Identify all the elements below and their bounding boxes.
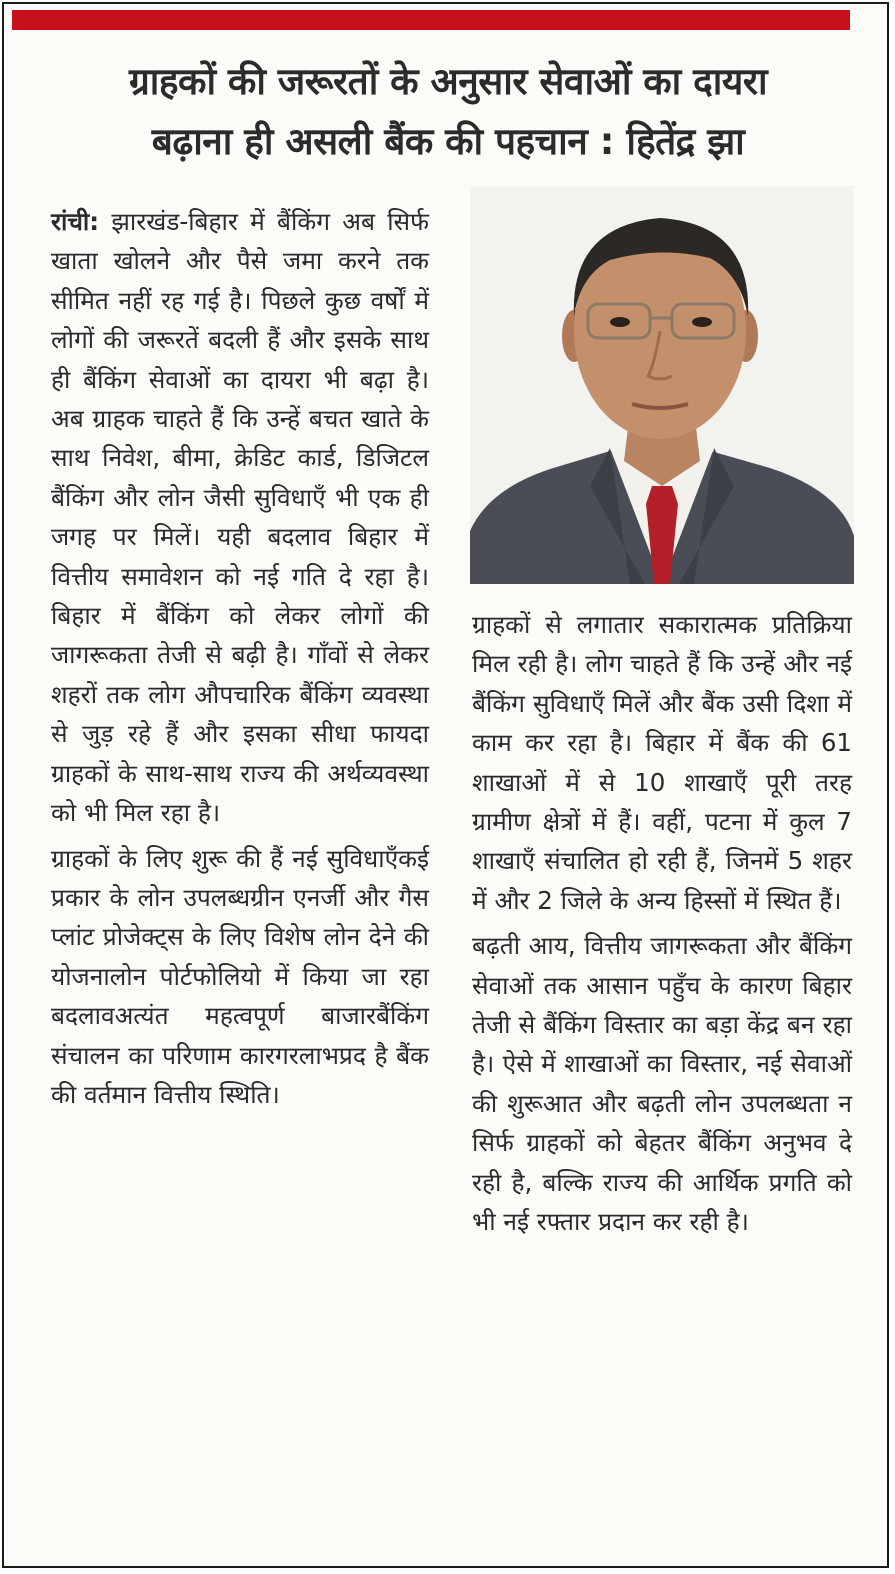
article-paragraph: बढ़ती आय, वित्तीय जागरूकता और बैंकिंग सेवाओं तक आसान पहुँच के कारण बिहार तेजी से बैंकिंग विस्तार का बड़ा केंद्र बन रहा है। ऐसे में शाखाओं का विस्तार, नई सेवाओं की शुरूआत और बढ़ती लोन उपलब्धता न सिर्फ ग्राहकों को बेहतर बैंकिंग अनुभव दे रही है, बल्कि राज्य की आर्थिक प्रगति को भी नई रफ्तार प्रदान कर रही है। bbox=[472, 931, 852, 1237]
article-column-right bbox=[472, 605, 852, 1248]
headline-line-1: ग्राहकों की जरूरतों के अनुसार सेवाओं का दायरा bbox=[128, 60, 768, 103]
portrait-photo bbox=[470, 186, 854, 584]
portrait-illustration bbox=[470, 186, 854, 584]
article-paragraph: ग्राहकों से लगातार सकारात्मक प्रतिक्रिया मिल रही है। लोग चाहते हैं कि उन्हें और नई बैंकिंग सुविधाएँ मिलें और बैंक उसी दिशा में काम कर रहा है। बिहार में बैंक की 61 शाखाओं में से 10 शाखाएँ पूरी तरह ग्रामीण क्षेत्रों में हैं। वहीं, पटना में कुल 7 शाखाएँ संचालित हो रही हैं, जिनमें 5 शहर में और 2 जिले के अन्य हिस्सों में स्थित हैं। bbox=[472, 610, 852, 915]
top-accent-bar bbox=[12, 10, 850, 30]
article-paragraph bbox=[51, 202, 429, 833]
paragraph-text: झारखंड-बिहार में बैंकिंग अब सिर्फ खाता खोलने और पैसे जमा करने तक सीमित नहीं रह गई है। पिछले कुछ वर्षों में लोगों की जरूरतें बदली हैं और इसके साथ ही बैंकिंग सेवाओं का दायरा भी बढ़ा है। अब ग्राहक चाहते हैं कि उन्हें बचत खाते के साथ निवेश, बीमा, क्रेडिट कार्ड, डिजिटल बैंकिंग और लोन जैसी सुविधाएँ भी एक ही जगह पर मिलें। यही बदलाव बिहार में वित्तीय समावेशन को नई गति दे रहा है। बिहार में बैंकिंग को लेकर लोगों की जागरूकता तेजी से बढ़ी है। गाँवों से लेकर शहरों तक लोग औपचारिक बैंकिंग व्यवस्था से जुड़ रहे हैं और इसका सीधा फायदा ग्राहकों के साथ-साथ राज्य की अर्थव्यवस्था को भी मिल रहा है। bbox=[51, 207, 429, 828]
article-column-left bbox=[51, 202, 429, 1120]
headline bbox=[18, 52, 878, 172]
headline-line-2: बढ़ाना ही असली बैंक की पहचान : हितेंद्र झा bbox=[151, 120, 745, 163]
dateline: रांची: bbox=[51, 207, 100, 236]
article-paragraph: ग्राहकों के लिए शुरू की हैं नई सुविधाएँकई प्रकार के लोन उपलब्धग्रीन एनर्जी और गैस प्लांट प्रोजेक्ट्स के लिए विशेष लोन देने की योजनालोन पोर्टफोलियो में किया जा रहा बदलावअत्यंत महत्वपूर्ण बाजारबैंकिंग संचालन का परिणाम कारगरलाभप्रद है बैंक की वर्तमान वित्तीय स्थिति। bbox=[51, 843, 429, 1109]
newspaper-clipping bbox=[2, 2, 889, 1568]
